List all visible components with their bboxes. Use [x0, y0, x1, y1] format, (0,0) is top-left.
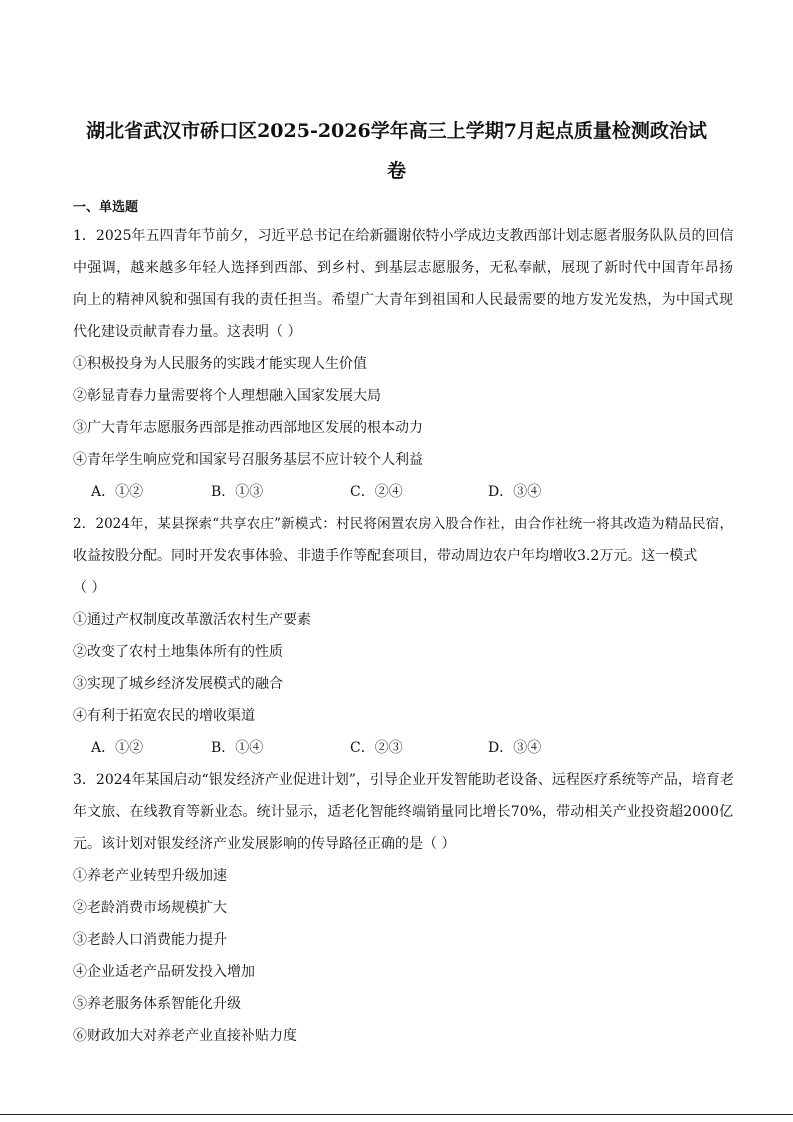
question-1-option-a: A．①②: [91, 484, 144, 500]
question-3-item-5: ⑤养老服务体系智能化升级: [73, 996, 241, 1012]
question-2-item-3: ③实现了城乡经济发展模式的融合: [73, 676, 283, 692]
question-1-stem-line-4: 代化建设贡献青春力量。这表明（ ）: [73, 324, 302, 340]
question-1-option-c: C．②④: [350, 484, 403, 500]
question-1-item-4: ④青年学生响应党和国家号召服务基层不应计较个人利益: [73, 452, 423, 468]
question-1-item-1: ①积极投身为人民服务的实践才能实现人生价值: [73, 356, 367, 372]
question-2-stem-line-2: 收益按股分配。同时开发农事体验、非遗手作等配套项目，带动周边农户年均增收3.2万元。这一模式: [73, 548, 698, 564]
question-3-item-3: ③老龄人口消费能力提升: [73, 932, 227, 948]
question-2-item-1: ①通过产权制度改革激活农村生产要素: [73, 612, 311, 628]
question-1-option-b: B．①③: [211, 484, 264, 500]
question-3-item-6: ⑥财政加大对养老产业直接补贴力度: [73, 1028, 297, 1044]
question-1-option-d: D．③④: [488, 484, 542, 500]
question-2-option-d: D．③④: [488, 740, 542, 756]
question-3-stem-line-2: 年文旅、在线教育等新业态。统计显示，适老化智能终端销量同比增长70%，带动相关产业投资超2000亿: [73, 804, 733, 820]
question-1-item-2: ②彰显青春力量需要将个人理想融入国家发展大局: [73, 388, 381, 404]
page-bottom-rule: [0, 1114, 793, 1115]
question-2-option-c: C．②③: [350, 740, 403, 756]
question-3-item-1: ①养老产业转型升级加速: [73, 868, 227, 884]
question-1-stem-line-3: 向上的精神风貌和强国有我的责任担当。希望广大青年到祖国和人民最需要的地方发光发热，为中国式现: [73, 292, 733, 308]
question-1-stem-line-1: 1．2025年五四青年节前夕，习近平总书记在给新疆谢依特小学成边支教西部计划志愿者服务队队员的回信: [73, 228, 734, 244]
question-1-stem-line-2: 中强调，越来越多年轻人选择到西部、到乡村、到基层志愿服务，无私奉献，展现了新时代中国青年昂扬: [73, 260, 733, 276]
question-3-stem-line-3: 元。该计划对银发经济产业发展影响的传导路径正确的是（ ）: [73, 836, 456, 852]
document-title-line-1: 湖北省武汉市硚口区2025-2026学年高三上学期7月起点质量检测政治试: [86, 120, 707, 142]
question-3-item-4: ④企业适老产品研发投入增加: [73, 964, 255, 980]
question-2-option-a: A．①②: [91, 740, 144, 756]
question-2-stem-line-3: （ ）: [73, 580, 106, 596]
question-1-item-3: ③广大青年志愿服务西部是推动西部地区发展的根本动力: [73, 420, 423, 436]
document-title-line-2: 卷: [386, 160, 406, 182]
section-heading: 一、单选题: [73, 200, 139, 215]
question-2-item-4: ④有利于拓宽农民的增收渠道: [73, 708, 255, 724]
question-2-item-2: ②改变了农村土地集体所有的性质: [73, 644, 283, 660]
question-2-option-b: B．①④: [211, 740, 264, 756]
question-3-item-2: ②老龄消费市场规模扩大: [73, 900, 227, 916]
question-2-stem-line-1: 2．2024年，某县探索“共享农庄”新模式：村民将闲置农房入股合作社，由合作社统一将其改造为精品民宿，: [73, 516, 733, 532]
question-3-stem-line-1: 3．2024年某国启动“银发经济产业促进计划”，引导企业开发智能助老设备、远程医疗系统等产品，培育老: [73, 772, 734, 788]
